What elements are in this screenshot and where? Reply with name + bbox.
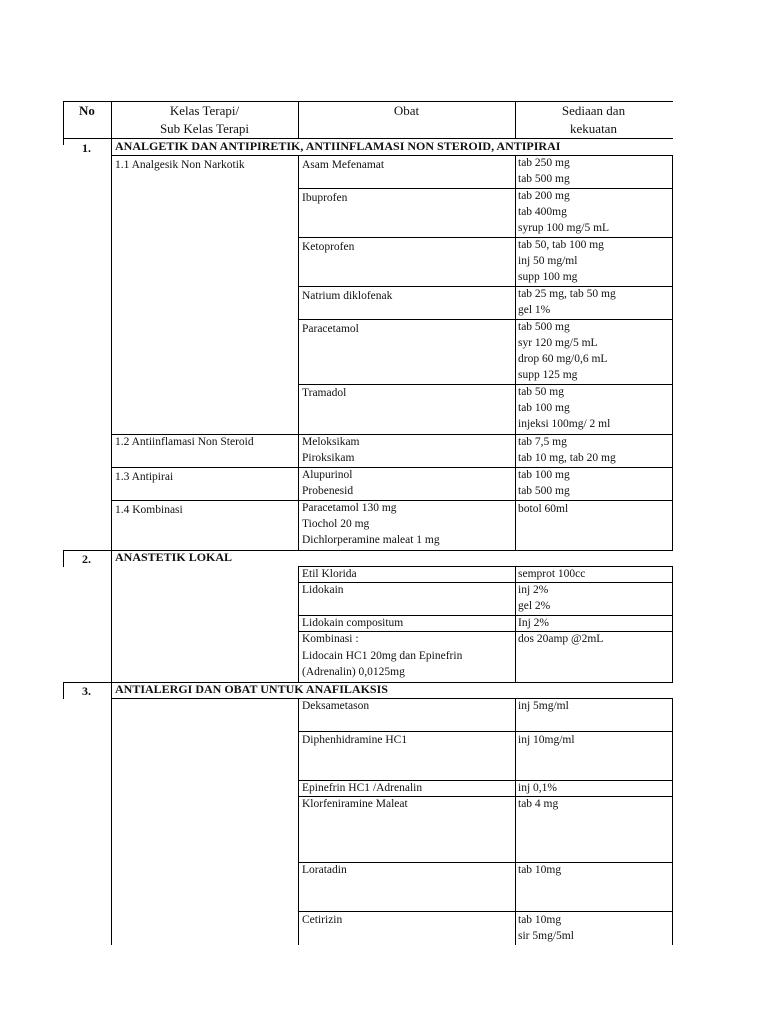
dose-form: tab 10mg bbox=[518, 864, 562, 876]
dose-form: inj 0,1% bbox=[518, 782, 557, 794]
header-obat: Obat bbox=[393, 103, 420, 118]
dose-form: gel 1% bbox=[518, 304, 551, 316]
dose-form: tab 200 mg bbox=[518, 190, 570, 202]
section-number: 1. bbox=[82, 141, 91, 155]
drug-name: Piroksikam bbox=[302, 452, 355, 464]
dose-form: tab 4 mg bbox=[518, 798, 559, 810]
dose-form: supp 125 mg bbox=[518, 369, 578, 381]
drug-name: Ibuprofen bbox=[302, 192, 348, 204]
dose-form: inj 2% bbox=[518, 584, 549, 596]
header-kelas-line1: Kelas Terapi/ bbox=[169, 103, 240, 118]
drug-name: Deksametason bbox=[302, 700, 370, 712]
drug-name: Dichlorperamine maleat 1 mg bbox=[302, 534, 440, 546]
subclass-label: 1.4 Kombinasi bbox=[115, 504, 183, 516]
dose-form: tab 250 mg bbox=[518, 157, 570, 169]
drug-name: Epinefrin HC1 /Adrenalin bbox=[302, 782, 423, 794]
dose-form: gel 2% bbox=[518, 600, 551, 612]
dose-form: tab 100 mg bbox=[518, 402, 570, 414]
dose-form: tab 10mg bbox=[518, 914, 562, 926]
header-kelas-line2: Sub Kelas Terapi bbox=[159, 121, 250, 136]
dose-form: inj 5mg/ml bbox=[518, 700, 569, 712]
drug-name: Cetirizin bbox=[302, 914, 343, 926]
drug-name: Alupurinol bbox=[302, 469, 353, 481]
dose-form: Inj 2% bbox=[518, 617, 549, 629]
drug-name: (Adrenalin) 0,0125mg bbox=[302, 666, 405, 678]
dose-form: tab 400mg bbox=[518, 206, 567, 218]
dose-form: tab 500 mg bbox=[518, 173, 570, 185]
dose-form: tab 50, tab 100 mg bbox=[518, 239, 604, 251]
drug-name: Loratadin bbox=[302, 864, 347, 876]
dose-form: tab 50 mg bbox=[518, 386, 564, 398]
dose-form: sir 5mg/5ml bbox=[518, 930, 574, 942]
drug-name: Klorfeniramine Maleat bbox=[302, 798, 408, 810]
subclass-label: 1.2 Antiinflamasi Non Steroid bbox=[115, 436, 254, 448]
dose-form: tab 10 mg, tab 20 mg bbox=[518, 452, 616, 464]
dose-form: tab 25 mg, tab 50 mg bbox=[518, 288, 616, 300]
section-title: ANTIALERGI DAN OBAT UNTUK ANAFILAKSIS bbox=[115, 682, 388, 696]
drug-name: Lidocain HC1 20mg dan Epinefrin bbox=[302, 650, 463, 662]
drug-name: Lidokain bbox=[302, 584, 344, 596]
section-number: 3. bbox=[82, 684, 91, 698]
dose-form: semprot 100cc bbox=[518, 568, 586, 580]
dose-form: supp 100 mg bbox=[518, 271, 578, 283]
dose-form: tab 500 mg bbox=[518, 485, 570, 497]
drug-name: Diphenhidramine HC1 bbox=[302, 734, 408, 746]
dose-form: syr 120 mg/5 mL bbox=[518, 337, 598, 349]
section-title: ANASTETIK LOKAL bbox=[115, 550, 233, 564]
subclass-label: 1.3 Antipirai bbox=[115, 471, 174, 483]
drug-name: Natrium diklofenak bbox=[302, 290, 393, 302]
subclass-label: 1.1 Analgesik Non Narkotik bbox=[115, 159, 245, 171]
drug-name: Paracetamol bbox=[302, 323, 359, 335]
section-number: 2. bbox=[82, 552, 91, 566]
dose-form: injeksi 100mg/ 2 ml bbox=[518, 418, 611, 430]
drug-name: Tramadol bbox=[302, 387, 347, 399]
dose-form: tab 7,5 mg bbox=[518, 436, 567, 448]
header-no: No bbox=[79, 103, 95, 118]
header-sediaan-line2: kekuatan bbox=[570, 121, 617, 136]
drug-name: Kombinasi : bbox=[302, 633, 359, 645]
drug-name: Lidokain compositum bbox=[302, 617, 404, 629]
dose-form: dos 20amp @2mL bbox=[518, 633, 604, 645]
drug-name: Paracetamol 130 mg bbox=[302, 502, 397, 514]
dose-form: tab 500 mg bbox=[518, 321, 570, 333]
dose-form: syrup 100 mg/5 mL bbox=[518, 222, 610, 234]
drug-name: Meloksikam bbox=[302, 436, 360, 448]
drug-name: Tiochol 20 mg bbox=[302, 518, 370, 530]
section-title: ANALGETIK DAN ANTIPIRETIK, ANTIINFLAMASI NON STEROID, ANTIPIRAI bbox=[115, 139, 561, 153]
dose-form: drop 60 mg/0,6 mL bbox=[518, 353, 608, 365]
dose-form: tab 100 mg bbox=[518, 469, 570, 481]
dose-form: inj 10mg/ml bbox=[518, 734, 575, 746]
drug-name: Etil Klorida bbox=[302, 568, 357, 580]
drug-name: Probenesid bbox=[302, 485, 354, 497]
dose-form: inj 50 mg/ml bbox=[518, 255, 578, 267]
header-sediaan-line1: Sediaan dan bbox=[561, 103, 626, 118]
drug-name: Ketoprofen bbox=[302, 241, 355, 253]
drug-name: Asam Mefenamat bbox=[302, 159, 385, 171]
dose-form: botol 60ml bbox=[518, 503, 569, 515]
